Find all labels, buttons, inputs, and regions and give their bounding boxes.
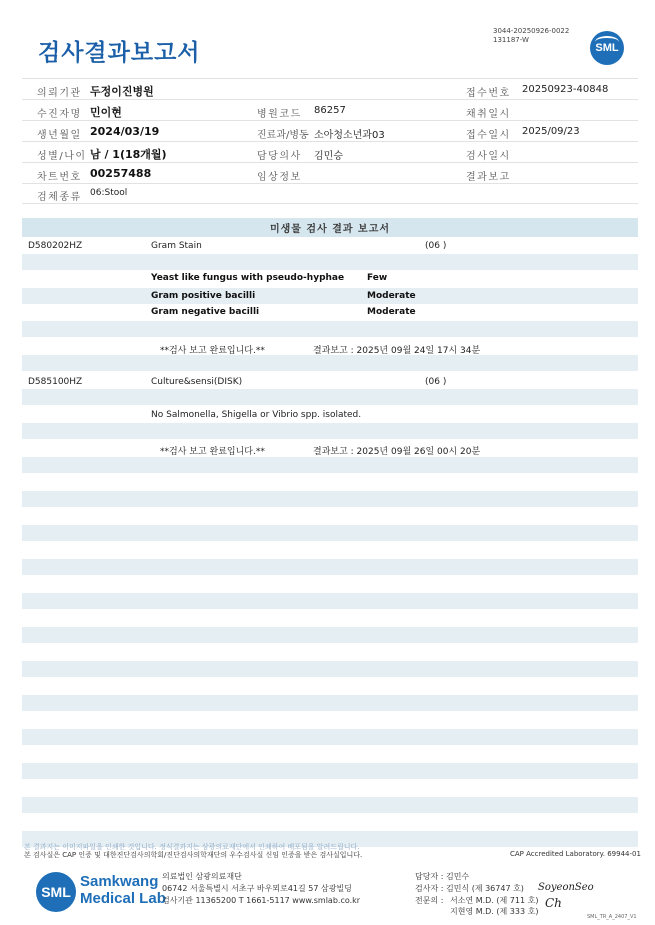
test-date-label: 검사일시 — [466, 151, 511, 162]
document-id — [493, 27, 569, 45]
clinical-label: 임상정보 — [257, 172, 302, 183]
examinee-value: 민이현 — [90, 106, 122, 119]
stripe — [22, 423, 638, 439]
dept-label: 진료과/병동 — [257, 130, 309, 141]
chart-no-value: 00257488 — [90, 167, 152, 180]
stripe — [22, 491, 638, 507]
report-label: 결과보고 — [466, 172, 511, 183]
test1-name: Gram Stain — [151, 241, 202, 251]
test1-report-time: 결과보고 : 2025년 09월 24일 17시 34분 — [313, 346, 481, 356]
doctor-value: 김민승 — [314, 151, 343, 162]
org-name: 의료법인 삼광의료재단 — [162, 872, 242, 881]
section-title: 미생물 검사 결과 보고서 — [269, 224, 391, 235]
specimen-label: 검체종류 — [37, 192, 82, 203]
test2-name: Culture&sensi(DISK) — [151, 377, 243, 387]
specialist2: 지현영 M.D. (제 333 호) — [450, 907, 539, 916]
finding3-name: Gram negative bacilli — [151, 307, 260, 317]
finding3-grade: Moderate — [367, 307, 416, 317]
cap-accreditation: CAP Accredited Laboratory. 69944-01 — [510, 850, 641, 858]
footer-note-image: 본 결과지는 이미지파일을 인쇄한 것입니다. 정식결과지는 삼광의료재단에서 인쇄하여 배포됨을 알려드립니다. — [24, 843, 360, 851]
receipt-date-value: 2025/09/23 — [522, 126, 580, 137]
dept-value: 소아청소년과03 — [314, 130, 385, 141]
test1-code: D580202HZ — [28, 241, 83, 251]
requesting-org-value: 두정이진병원 — [90, 85, 154, 98]
test2-finding: No Salmonella, Shigella or Vibrio spp. isolated. — [151, 410, 362, 420]
chart-no-label: 차트번호 — [37, 172, 82, 183]
sml-logo: SML — [590, 31, 624, 65]
stripe — [22, 389, 638, 405]
collection-date-label: 채취일시 — [466, 109, 511, 120]
stripe — [22, 288, 638, 304]
stripe — [22, 321, 638, 337]
signature-seo: SoyeonSeo — [538, 882, 594, 893]
specimen-value: 06:Stool — [90, 188, 128, 198]
document-id-line2: 131187-W — [493, 36, 529, 44]
divider — [22, 141, 638, 142]
specialist-label: 전문의 : — [415, 896, 444, 905]
receipt-no-label: 접수번호 — [466, 88, 511, 99]
finding1-grade: Few — [367, 273, 388, 283]
stripe — [22, 661, 638, 677]
org-address: 06742 서울특별시 서초구 바우뫼로41길 57 삼광빌딩 — [162, 884, 352, 893]
page-title: 검사결과보고서 — [38, 40, 201, 66]
test2-code: D585100HZ — [28, 377, 83, 387]
stripe — [22, 729, 638, 745]
stripe — [22, 763, 638, 779]
test2-report-time: 결과보고 : 2025년 09월 26일 00시 20분 — [313, 447, 481, 457]
form-version: SML_TR_A_2407_V1 — [587, 914, 637, 920]
hospital-code-value: 86257 — [314, 105, 346, 116]
stripe — [22, 457, 638, 473]
receipt-no-value: 20250923-40848 — [522, 84, 609, 95]
person-in-charge: 담당자 : 김민수 — [415, 872, 470, 881]
doctor-label: 담당의사 — [257, 151, 302, 162]
test2-specimen: (06 ) — [425, 377, 447, 387]
stripe — [22, 627, 638, 643]
stripe — [22, 355, 638, 371]
divider — [22, 78, 638, 79]
brand-name — [80, 873, 166, 907]
divider — [22, 183, 638, 184]
divider — [22, 203, 638, 204]
finding1-name: Yeast like fungus with pseudo-hyphae — [151, 273, 345, 283]
hospital-code-label: 병원코드 — [257, 109, 302, 120]
receipt-date-label: 접수일시 — [466, 130, 511, 141]
stripe — [22, 254, 638, 270]
brand-line2: Medical Lab — [80, 890, 166, 907]
sml-footer-logo: SML — [36, 872, 76, 912]
tester: 검사자 : 김민식 (제 36747 호) — [415, 884, 524, 893]
requesting-org-label: 의뢰기관 — [37, 88, 82, 99]
birth-label: 생년월일 — [37, 130, 82, 141]
stripe — [22, 695, 638, 711]
sex-age-value: 남 / 1(18개월) — [90, 148, 167, 161]
test1-specimen: (06 ) — [425, 241, 447, 251]
footer-note-cap: 본 검사실은 CAP 인증 및 대한진단검사의학회/진단검사의학재단의 우수검사실 신임 인증을 받은 검사실입니다. — [24, 851, 363, 859]
divider — [22, 162, 638, 163]
stripe — [22, 797, 638, 813]
finding2-name: Gram positive bacilli — [151, 291, 256, 301]
birth-value: 2024/03/19 — [90, 125, 160, 138]
finding2-grade: Moderate — [367, 291, 416, 301]
examinee-label: 수진자명 — [37, 109, 82, 120]
org-contact: 검사기관 11365200 T 1661-5117 www.smlab.co.kr — [162, 896, 361, 905]
stripe — [22, 525, 638, 541]
divider — [22, 120, 638, 121]
signature-ji: Ch — [545, 896, 562, 910]
stripe — [22, 559, 638, 575]
sex-age-label: 성별/나이 — [37, 151, 87, 162]
test1-complete: **검사 보고 완료입니다.** — [160, 346, 265, 356]
specialist1: 서소연 M.D. (제 711 호) — [450, 896, 539, 905]
brand-line1: Samkwang — [80, 873, 159, 890]
divider — [22, 99, 638, 100]
test2-complete: **검사 보고 완료입니다.** — [160, 447, 265, 457]
stripe — [22, 593, 638, 609]
document-id-line1: 3044-20250926-0022 — [493, 27, 570, 35]
